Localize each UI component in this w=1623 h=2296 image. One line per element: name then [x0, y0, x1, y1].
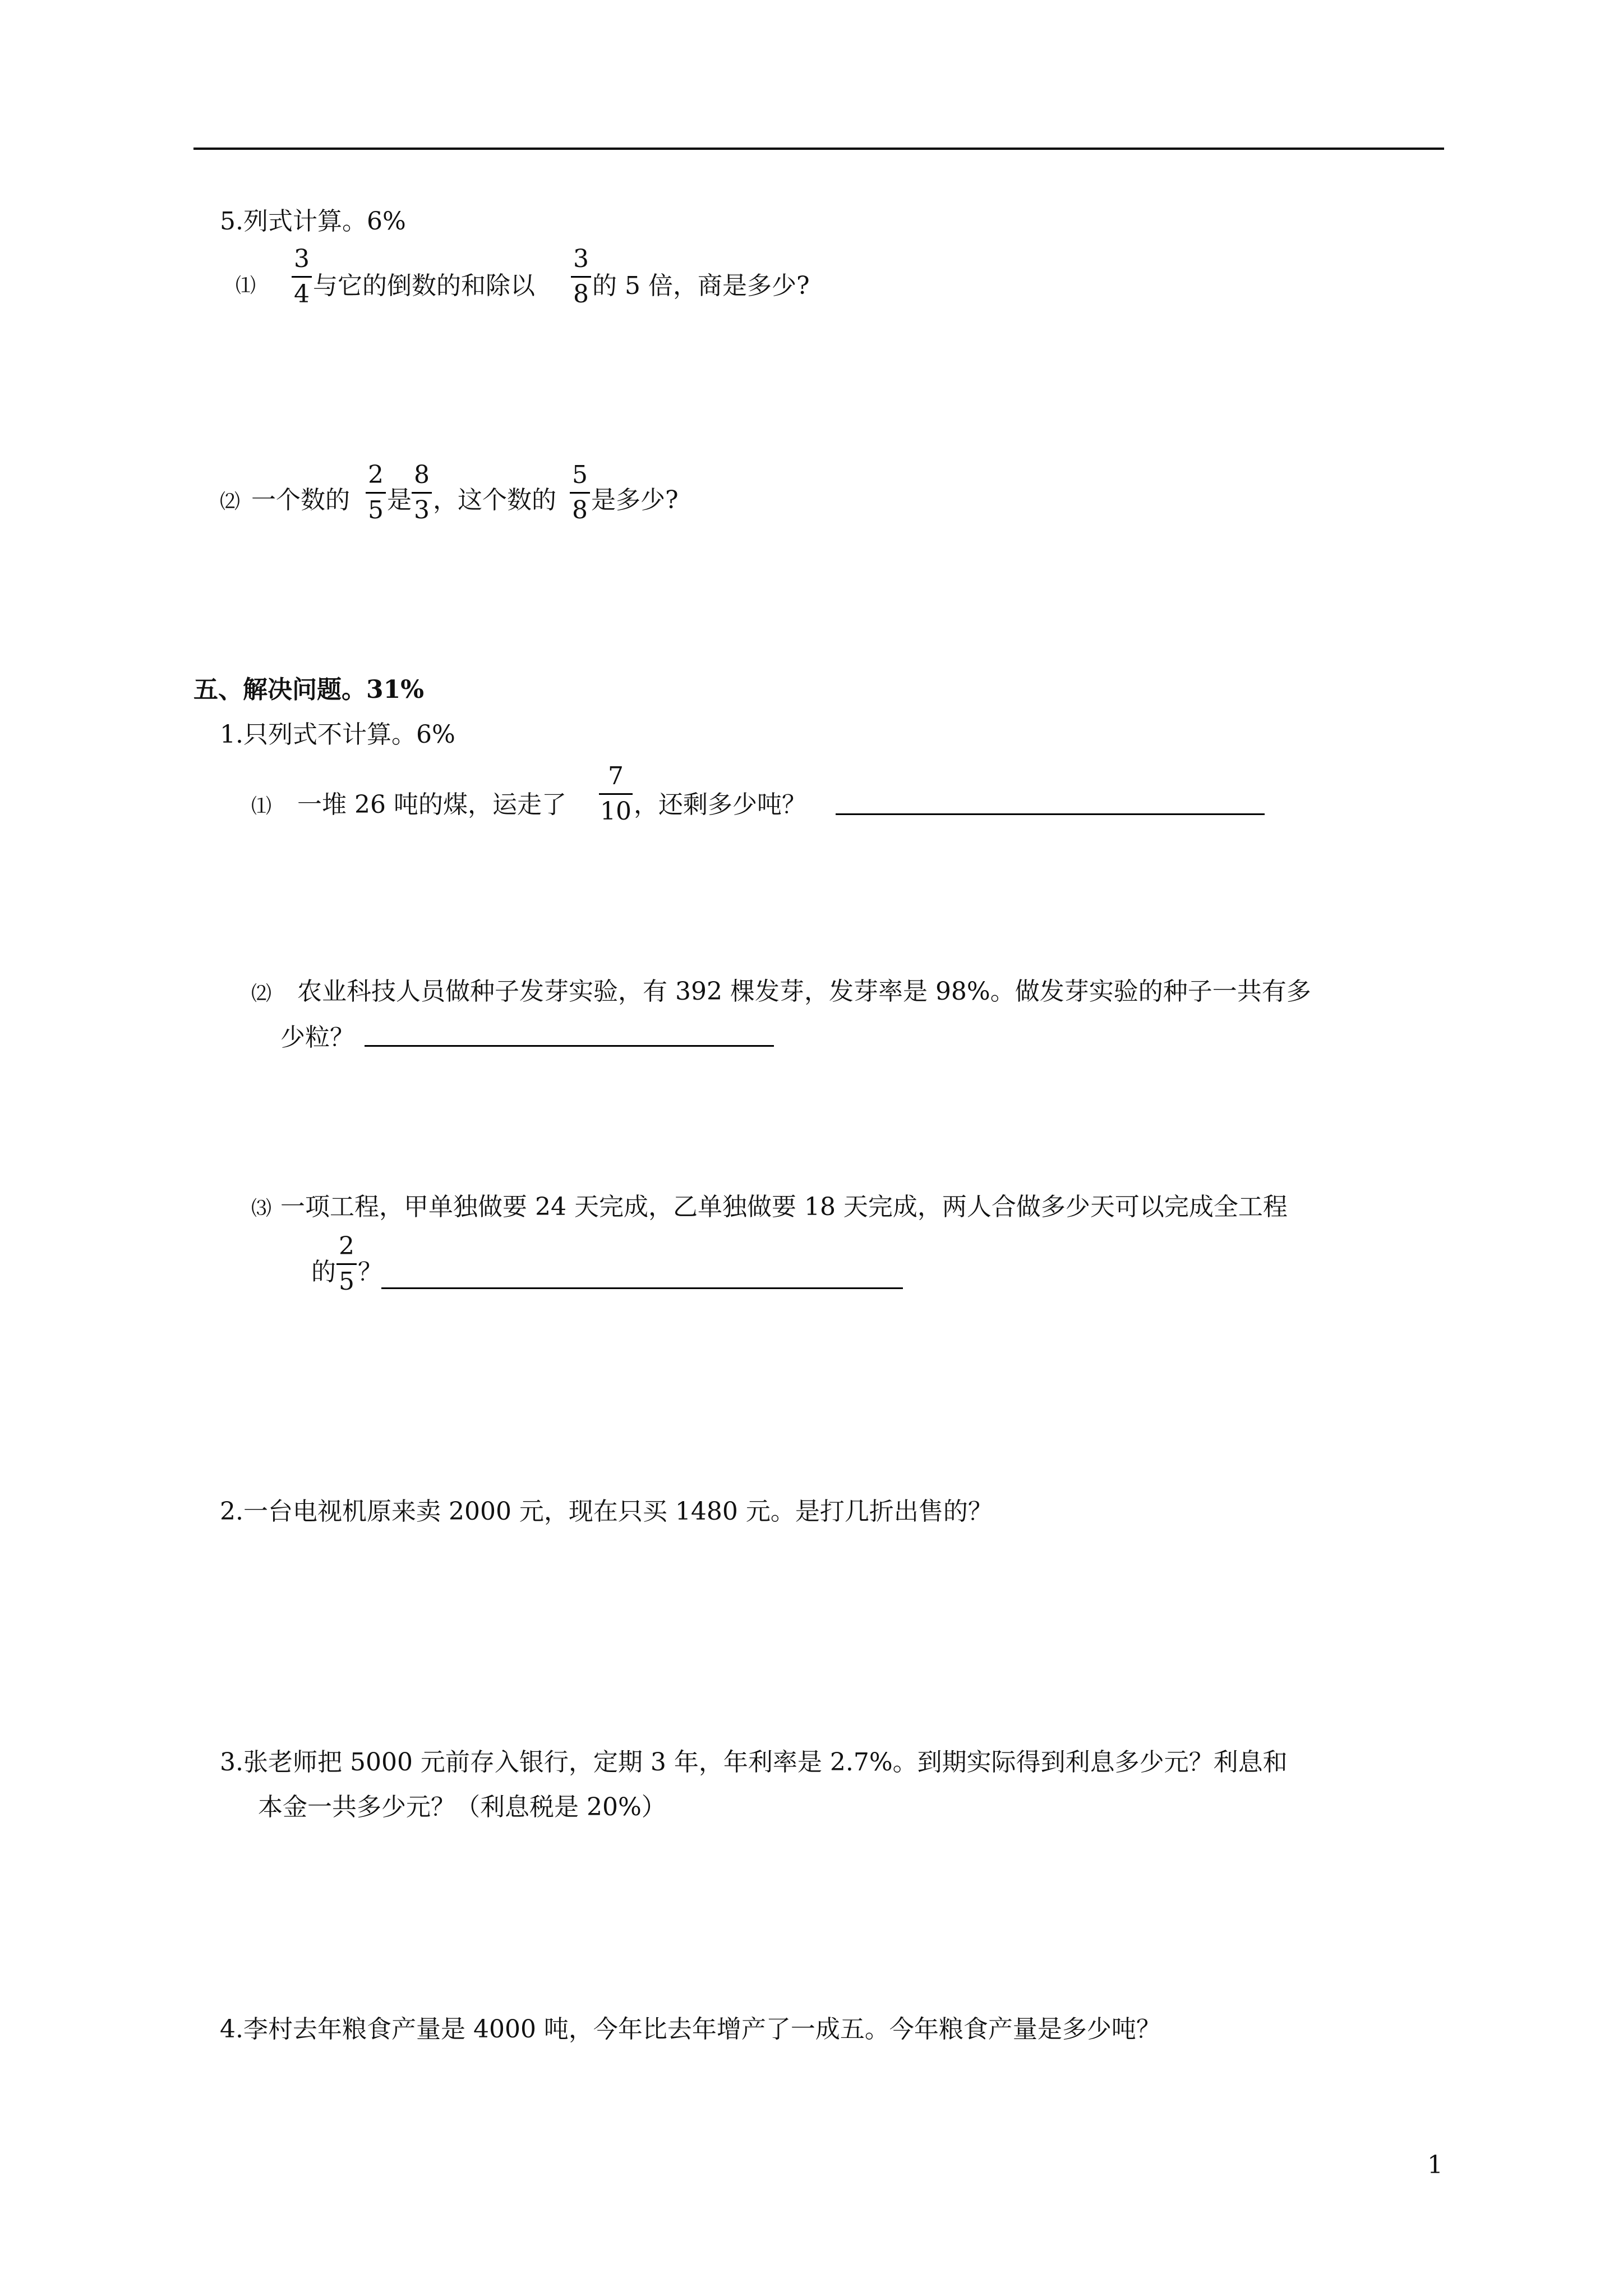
- q5-2-fraction-3-den: 8: [572, 496, 588, 524]
- q5-1-label: ⑴: [236, 274, 256, 297]
- q5-1-fraction-2-den: 8: [573, 280, 589, 309]
- q5-2-fraction-1: [366, 463, 386, 523]
- q1-1-answer-line[interactable]: [836, 813, 1265, 815]
- q5-1-fraction-1: [292, 247, 312, 307]
- q5-2-b: 是: [387, 486, 412, 514]
- q1-title: 1.只列式不计算。6%: [220, 720, 455, 749]
- q5-1-fraction-1-num: 3: [294, 245, 310, 273]
- q1-1-b: ，还剩多少吨？: [634, 790, 806, 819]
- q1-3-answer-line[interactable]: [381, 1287, 903, 1289]
- q5-2-fraction-2-den: 3: [414, 496, 430, 524]
- q1-3-de: 的: [311, 1258, 336, 1286]
- q5-2-d: 是多少?: [591, 486, 679, 514]
- q1-3-line1: 一项工程，甲单独做要 24 天完成，乙单独做要 18 天完成，两人合做多少天可以完成全工程: [280, 1193, 1288, 1221]
- q1-1-a: 一堆 26 吨的煤，运走了: [297, 790, 566, 819]
- q1-3-fraction-den: 5: [339, 1267, 354, 1296]
- q1-1-fraction-num: 7: [608, 762, 624, 790]
- section-heading: 五、解决问题。31%: [193, 675, 425, 704]
- header-rule: [193, 148, 1444, 150]
- q1-3-label: ⑶: [251, 1197, 272, 1220]
- q5-1-fraction-2-num: 3: [573, 245, 589, 273]
- q1-3-q: ？: [358, 1258, 382, 1286]
- q3-line2: 本金一共多少元？（利息税是 20%）: [258, 1793, 666, 1821]
- q5-2-fraction-2: [412, 463, 432, 523]
- q1-2-answer-line[interactable]: [365, 1045, 774, 1047]
- q1-1-fraction-den: 10: [600, 797, 631, 826]
- q5-2-fraction-2-num: 8: [414, 461, 430, 489]
- q5-1-mid: 与它的倒数的和除以: [313, 272, 535, 300]
- q5-2-c: ，这个数的: [433, 486, 556, 514]
- q1-2-line2: 少粒？: [280, 1023, 354, 1052]
- q5-2-fraction-3: [570, 463, 590, 523]
- q5-2-fraction-1-num: 2: [368, 461, 384, 489]
- q2-text: 2.一台电视机原来卖 2000 元，现在只买 1480 元。是打几折出售的？: [220, 1497, 993, 1526]
- q1-1-fraction: [599, 764, 633, 824]
- q1-2-line1: 农业科技人员做种子发芽实验，有 392 棵发芽，发芽率是 98%。做发芽实验的种子一共有多: [297, 977, 1311, 1006]
- q4-text: 4.李村去年粮食产量是 4000 吨，今年比去年增产了一成五。今年粮食产量是多少吨？: [220, 2015, 1161, 2044]
- q1-1-label: ⑴: [251, 795, 272, 818]
- q5-2-a: 一个数的: [251, 486, 350, 514]
- q1-3-fraction: [336, 1234, 357, 1294]
- q1-3-fraction-num: 2: [339, 1232, 354, 1260]
- q5-1-fraction-2: [571, 247, 591, 307]
- q3-line1: 3.张老师把 5000 元前存入银行，定期 3 年，年利率是 2.7%。到期实际得到利息多少元？利息和: [220, 1748, 1288, 1777]
- q5-title: 5.列式计算。6%: [220, 207, 406, 236]
- q5-2-fraction-1-den: 5: [368, 496, 384, 524]
- page-number: 1: [1427, 2151, 1443, 2179]
- q5-1-tail: 的 5 倍，商是多少?: [592, 272, 810, 300]
- q5-2-fraction-3-num: 5: [572, 461, 588, 489]
- q1-2-label: ⑵: [251, 982, 272, 1005]
- q5-2-label: ⑵: [220, 490, 241, 513]
- q5-1-fraction-1-den: 4: [294, 280, 310, 309]
